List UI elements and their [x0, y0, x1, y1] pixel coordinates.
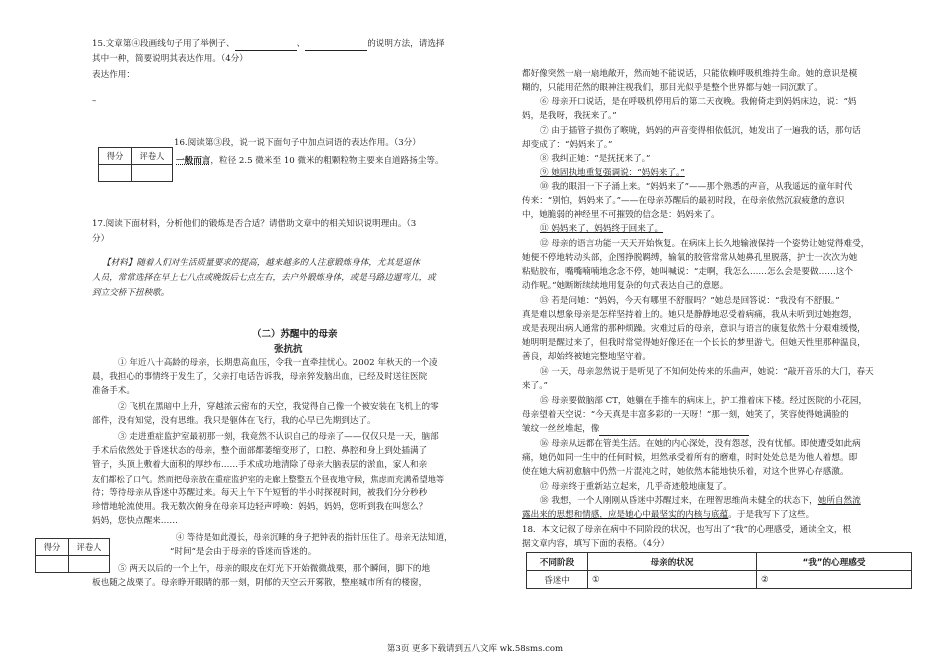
para-10-line2: 传来：“别怕，妈妈来了。”——在母亲苏醒后的最初时段，在母亲依然沉寂疲惫的意识 [522, 196, 845, 206]
table-header-mother: 母亲的状况 [588, 553, 757, 571]
para-4-line2: “时间”是会由于母亲的昏迷而昏迷的。 [170, 547, 317, 557]
para-6-line1: ⑥ 母亲开口说话，是在呼吸机停用后的第二天夜晚。我俯倚走到妈妈床边，说：“妈 [540, 97, 857, 107]
answer-blank [599, 426, 749, 436]
para-3-line5: 待；等待母亲从昏迷中苏醒过来。每天上午下午短暂的半小时探视时间，被我们分分秒秒 [92, 488, 428, 498]
right-line-2: 糊的，只能用茫然的眼神注视我们，那目光似乎是整个世界都与她一同沉默了。 [522, 83, 823, 93]
para-12-line2: 她便不停地转动头部，企图挣脱羁缚，输氧的胶管常常从她鼻孔里脱落，护士一次次为她 [522, 253, 858, 263]
score-label: 得分 [36, 539, 69, 556]
para-18-line1: ⑱ 我想，一个人刚刚从昏迷中苏醒过来，在理智思维尚未健全的状态下，她所自然流 [540, 496, 861, 506]
q17-line2: 分） [92, 234, 110, 244]
para-3-line4: 友们都松了口气。然而把母亲放在重症监护室的走廊上整整五个昼夜地守候，焦虑而充满希望地等 [92, 474, 445, 484]
material-line1: 【材料】随着人们对生活质量要求的提高，越来越多的人注意锻炼身体，尤其是退休 [102, 258, 420, 268]
para-2-line1: ② 飞机在黑暗中上升，穿越浓云密布的天空，我觉得自己像一个被安装在飞机上的零 [118, 402, 439, 412]
q18-line1: 18．本文记叙了母亲在病中不同阶段的状况，也写出了“我”的心理感受，通读全文，根 [522, 525, 852, 535]
para-1-line3: 准备手术。 [92, 386, 135, 396]
para-13-line5: 善良，却始终被她完整地坚守着。 [522, 352, 651, 362]
material-line3: 到立交桥下扭秧歌。 [92, 288, 170, 298]
para-10-line1: ⑩ 我的眼泪一下子涌上来。“妈妈来了”——那个熟悉的声音，从我遥远的童年时代 [540, 182, 853, 192]
table-header-feeling: “我”的心理感受 [757, 553, 912, 571]
grader-label: 评卷人 [69, 539, 110, 556]
para-15-line2: 母亲望着天空说：“今天真是丰富多彩的一天呀！”那一刻，她笑了，笑容使得她满脸的 [522, 410, 849, 420]
para-6-line2: 妈，是我呀，我抚来了。” [522, 111, 617, 121]
para-12-line1: ⑫ 母亲的语言功能一天天开始恢复。在病床上长久地输液保持一个姿势让她觉得难受， [540, 239, 870, 249]
section-title: （二）苏醒中的母亲 [252, 329, 338, 340]
para-12-line3: 粘贴胶布，嘴嘴喃喃地念念不停，她叫喊说：“走啊，我怎么……怎么会是要做……这个 [522, 267, 853, 277]
table-header-stage: 不同阶段 [527, 553, 588, 571]
grader-cell[interactable] [132, 165, 173, 182]
table-cell-stage: 昏迷中 [527, 571, 588, 589]
right-line-1: 都好像突然一扇一扇地敞开，然而她不能说话，只能依赖呼吸机维持生命。她的意识是模 [522, 69, 858, 79]
para-18-line2: 露出来的思想和情感，应是她心中最坚实的内核与底蕴。于是我写下了这些。 [522, 510, 815, 520]
q16-prompt: 16.阅读第③段，说一说下面句子中加点词语的表达作用。（3分） [174, 138, 421, 148]
para-13-line2: 真是难以想象母亲是怎样坚持着上的。她只是静静地忍受着病痛，我从未听到过她抱怨， [522, 310, 858, 320]
q15-expression-label: 表达作用： [92, 70, 135, 80]
para-5-line2: 板也随之战栗了。母亲睁开眼睛的那一刻，阴郁的天空云开雾散，整座城市所有的楼窗， [92, 578, 428, 588]
answer-blank [305, 41, 367, 51]
para-3-line7: 妈妈，您快点醒来…… [92, 516, 178, 526]
q18-table [526, 552, 912, 589]
para-3-line2: 手术后依然处于昏迷状态的母亲，整个面部都萎缩变形了，口腔、鼻腔和身上到处插满了 [92, 446, 428, 456]
q15-line2: 其中一种，简要说明其表达作用。（4分） [92, 54, 248, 64]
para-1-line2: 晨，我担心的事情终于发生了，父亲打电话告诉我，母亲猝发脑出血，已经及时送往医院 [92, 372, 428, 382]
score-label: 得分 [99, 148, 132, 165]
para-16-line2: 痛，她仍如同一生中的任何时候，坦然承受着所有的磨难，时时处处总是为他人着想。即 [522, 453, 858, 463]
q18-line2: 据文章内容，填写下面的表格。（4分） [522, 539, 670, 549]
score-cell[interactable] [99, 165, 132, 182]
score-cell[interactable] [36, 556, 69, 573]
answer-blank [235, 41, 297, 51]
para-5-line1: ⑤ 两天以后的一个上午，母亲的眼皮在灯光下开始微微战栗，那个瞬间，脚下的地 [118, 564, 431, 574]
author-name: 张抗抗 [274, 344, 303, 355]
score-box-q16 [98, 147, 173, 182]
grader-cell[interactable] [69, 556, 110, 573]
para-3-line6: 珍惜地轮流使用。我无数次俯身在母亲耳边轻声呼唤：妈妈，妈妈，您听到我在叫您么？ [92, 502, 428, 512]
q15-answer-line: – [92, 96, 97, 106]
para-13-line4: 她明明是醒过来了，但我时常觉得她好像还在一个长长的梦里游弋。但她天性里那种温良， [522, 338, 866, 348]
answer-cell-2[interactable]: ② [757, 571, 912, 589]
para-15-line1: ⑮ 母亲要做脑部 CT，她躺在手推车的病床上，护工推着床下楼。经过医院的小花园， [540, 396, 868, 406]
para-16-line1: ⑯ 母亲从远都在管美生活。在她的内心深处，没有怨怼，没有忧郁。即使遭受如此病 [540, 439, 861, 449]
q15-line1: 15.文章第④段画线句子用了举例子、 、 的说明方法，请选择 [92, 39, 445, 49]
para-9: ⑨ 她固执地重复强调说：“妈妈来了。” [540, 168, 685, 178]
para-2-line2: 部件，没有知觉，没有思维。我只是躯体在飞行，我的心早已先期到达了。 [92, 416, 376, 426]
para-10-line3: 中，她脆弱的神经里不可摧毁的信念是：妈妈来了。 [522, 210, 720, 220]
para-8: ⑧ 我纠正她：“是抚抚来了。” [540, 154, 651, 164]
para-7-line1: ⑦ 由于插管子损伤了喉咙，妈妈的声音变得相依低沉，她发出了一遍我的话，那句话 [540, 126, 861, 136]
para-3-line1: ③ 走进重症监护室最初那一刻，我竟然不认识自己的母亲了——仅仅只是一天，脑部 [118, 432, 439, 442]
q17-line1: 17.阅读下面材料，分析他们的锻炼是否合适？请借助文章中的相关知识说明理由。（3 [92, 219, 417, 229]
para-14-line2: 来了。” [522, 381, 548, 391]
material-line2: 人员，常常选择在早上七八点或晚饭后七点左右，去户外锻炼身体，或是马路边遛弯儿，或 [92, 273, 436, 283]
answer-cell-1[interactable]: ① [588, 571, 757, 589]
para-17: ⑰ 母亲终于重新站立起来，几乎奇迹般地康复了。 [540, 482, 732, 492]
para-12-line4: 动作呢。”她断断续续地用复杂的句式表达自己的意愿。 [522, 281, 729, 291]
para-14-line1: ⑭ 一天，母亲忽然说于是听见了不知何处传来的乐曲声，她说：“敲开音乐的大门，春天 [540, 367, 874, 377]
page-footer: 第3页 更多下载请到五八文库 wk.58sms.com [386, 644, 564, 654]
para-7-line2: 却变成了：“妈妈来了。” [522, 140, 613, 150]
grader-label: 评卷人 [132, 148, 173, 165]
para-1-line1: ① 年近八十高龄的母亲，长期患高血压，令我一直牵挂忧心。2002 年秋天的一个凌 [118, 358, 438, 368]
para-11: ⑪ 妈妈来了，妈妈终于回来了。 [540, 224, 664, 234]
q16-sentence: 一般而言，粒径 2.5 微米至 10 微米的粗颗粒物主要来自道路扬尘等。 [176, 156, 444, 166]
para-16-line3: 使在她大病初愈脑中仍然一片混沌之时，她依然本能地快乐着，对这个世界心存感激。 [522, 467, 849, 477]
para-15-line3: 皱纹一丝丝堆起，像 [522, 423, 749, 436]
para-4-line1: ④ 等待是如此漫长，母亲沉睡的身子把钟表的指针压住了。母亲无法知道， [176, 532, 453, 542]
score-box-q18 [35, 538, 110, 573]
para-3-line3: 管子，头顶上敷着大面积的厚纱布……手术成功地清除了母亲大脑表层的淤血，家人和亲 [92, 460, 428, 470]
para-13-line1: ⑬ 若是问她：“妈妈，今天有哪里不舒服吗？”她总是回答说：“我没有不舒服。” [540, 296, 840, 306]
para-13-line3: 或是表现出病人通常的那种烦躁。灾难过后的母亲，意识与语言的康复依然十分艰难缓慢， [522, 324, 866, 334]
